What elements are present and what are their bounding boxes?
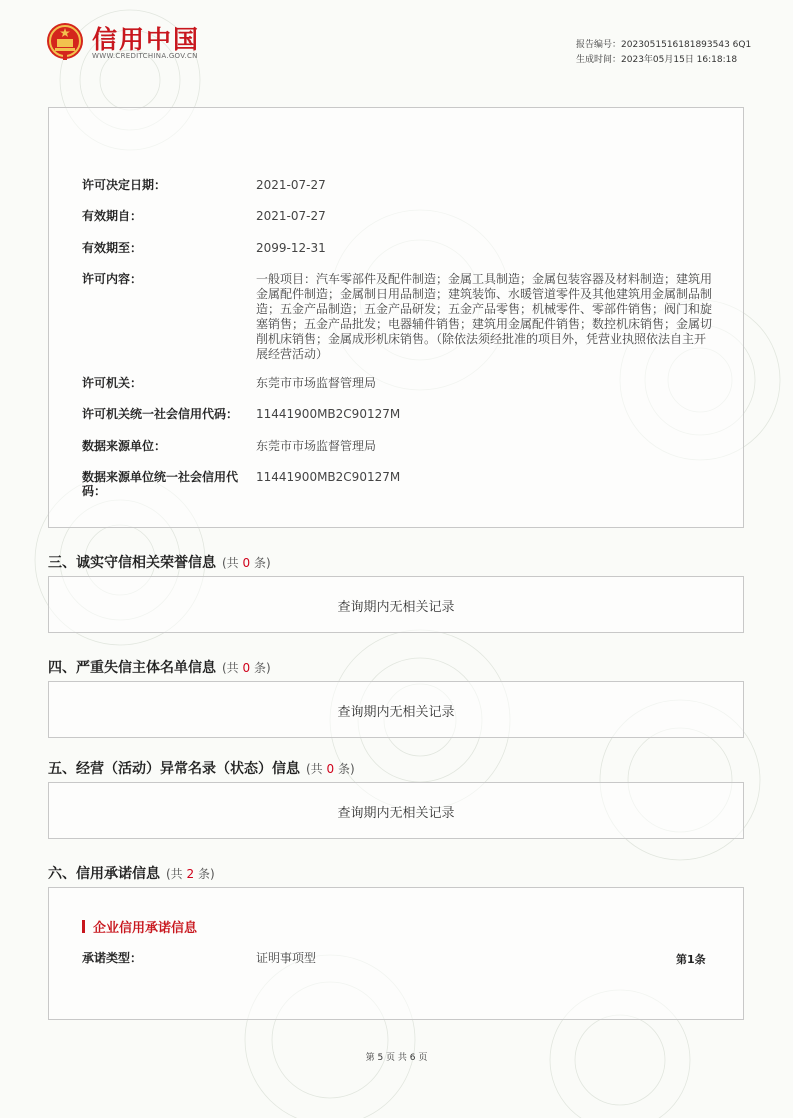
national-emblem-icon [46,20,84,62]
empty-record-text: 查询期内无相关记录 [337,705,455,720]
section-count: (共 0 条) [222,556,271,570]
section-title-commitment [48,863,215,883]
section-count: (共 0 条) [222,661,271,675]
abnormal-records-box [48,782,744,839]
report-number-label: 报告编号： [576,40,622,50]
section-count: (共 0 条) [306,762,355,776]
brand-logo-text: 信用中国 [92,25,201,54]
field-label-authority-code: 许可机关统一社会信用代码： [82,407,239,421]
field-value-authority-code: 11441900MB2C90127M [256,407,401,421]
field-value-valid-from: 2021-07-27 [256,209,326,223]
field-label-decision-date: 许可决定日期： [82,178,167,192]
field-value-authority: 东莞市市场监督管理局 [256,376,377,390]
brand-url: WWW.CREDITCHINA.GOV.CN [92,52,198,60]
page-footer: 第 5 页 共 6 页 [365,1053,428,1063]
generated-time: 2023年05月15日 16:18:18 [621,55,738,65]
field-label-commitment-type: 承诺类型： [82,951,143,965]
commitment-item-number: 第1条 [676,953,706,966]
subtitle-marker [82,920,85,933]
section-title-text: 三、诚实守信相关荣誉信息 [48,555,216,571]
field-value-commitment-type: 证明事项型 [256,951,317,965]
commitment-subtitle-text: 企业信用承诺信息 [93,921,198,936]
report-header [0,0,793,80]
report-meta [576,38,751,68]
generated-time-label: 生成时间： [576,55,622,65]
field-value-decision-date: 2021-07-27 [256,178,326,192]
commitment-subtitle [82,917,197,936]
section-title-text: 四、严重失信主体名单信息 [48,660,216,676]
field-value-valid-to: 2099-12-31 [256,241,326,255]
empty-record-text: 查询期内无相关记录 [337,600,455,615]
field-label-valid-from: 有效期自： [82,209,143,223]
field-value-data-source-code: 11441900MB2C90127M [256,470,401,484]
field-value-license-content: 一般项目：汽车零部件及配件制造；金属工具制造；金属包装容器及材料制造；建筑用金属配件制造；金属制日用品制造；建筑装饰、水暖管道零件及其他建筑用金属制品制造；五金产品制造；五金产品研发；五金产品零售；机械零件、零部件销售；阀门和旋塞销售；五金产品批发；电器辅件销售；建筑用金属配件销售；数控机床销售；金属切削机床销售；金属成形机床销售。（除依法须经批准的项目外，凭营业执照依法自主开展经营活动） [256,272,713,361]
empty-record-text: 查询期内无相关记录 [337,806,455,821]
section-title-honor [48,552,271,572]
section-title-dishonest-list [48,657,271,677]
section-title-text: 六、信用承诺信息 [48,866,160,882]
honor-records-box [48,576,744,633]
section-title-abnormal-list [48,758,355,778]
field-label-data-source: 数据来源单位： [82,439,167,453]
field-label-valid-to: 有效期至： [82,241,143,255]
field-label-license-content: 许可内容： [82,272,143,286]
dishonest-records-box [48,681,744,738]
report-number: 2023051516181893543 6Q1 [621,40,752,50]
section-title-text: 五、经营（活动）异常名录（状态）信息 [48,761,300,777]
field-value-data-source: 东莞市市场监督管理局 [256,439,377,453]
field-label-authority: 许可机关： [82,376,143,390]
field-label-data-source-code: 数据来源单位统一社会信用代码： [82,470,239,498]
section-count: (共 2 条) [166,867,215,881]
